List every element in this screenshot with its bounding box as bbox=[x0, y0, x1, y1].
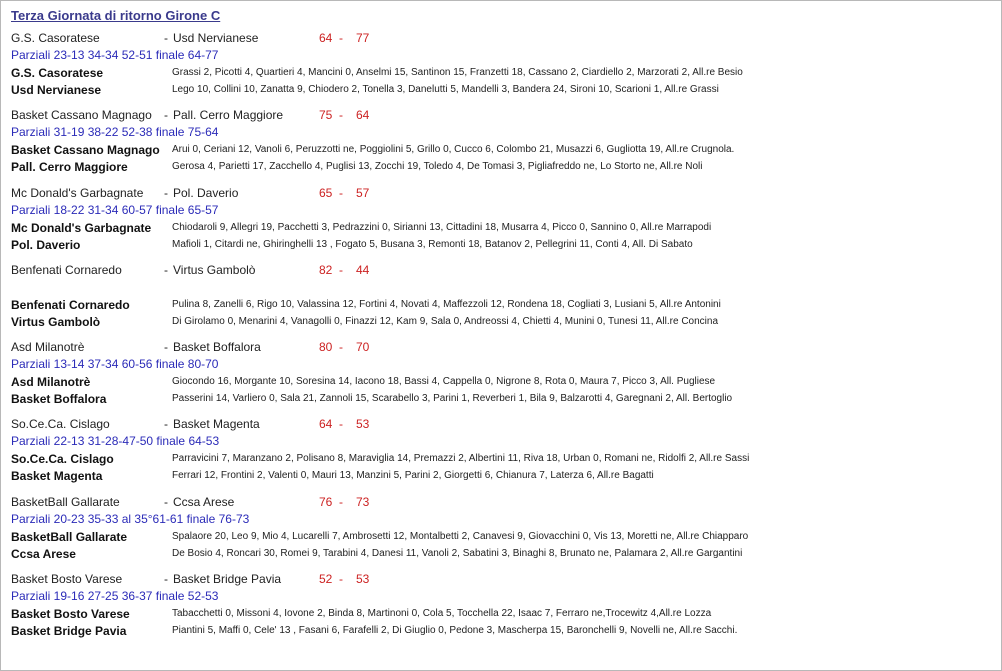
partial-scores: Parziali 23-13 34-34 52-51 finale 64-77 bbox=[11, 48, 219, 62]
team-name: Basket Boffalora bbox=[11, 392, 107, 406]
score-home: 65 bbox=[319, 186, 333, 200]
team-name: Mc Donald's Garbagnate bbox=[11, 221, 152, 235]
match-away-team: Basket Boffalora bbox=[173, 340, 261, 354]
game-block bbox=[1, 263, 1001, 339]
score-away: 77 bbox=[356, 31, 370, 45]
match-separator: - bbox=[164, 417, 168, 431]
score-home: 80 bbox=[319, 340, 333, 354]
game-block bbox=[1, 31, 1001, 107]
partial-scores: Parziali 22-13 31-28-47-50 finale 64-53 bbox=[11, 434, 220, 448]
player-list: Grassi 2, Picotti 4, Quartieri 4, Mancini 0, Anselmi 15, Santinon 15, Franzetti 18, Cassano 2, Ciardiello 2, Marzorati 2, All.re Besio bbox=[172, 67, 743, 78]
score-separator: - bbox=[339, 495, 343, 509]
score-separator: - bbox=[339, 263, 343, 277]
player-list: Arui 0, Ceriani 12, Vanoli 6, Peruzzotti ne, Poggiolini 5, Grillo 0, Cucco 6, Colombo 21, Musazzi 6, Gugliotta 19, All.re Crugnola. bbox=[172, 144, 735, 155]
score-separator: - bbox=[339, 417, 343, 431]
match-home-team: Basket Cassano Magnago bbox=[11, 108, 152, 122]
match-home-team: G.S. Casoratese bbox=[11, 31, 100, 45]
game-block bbox=[1, 572, 1001, 648]
score-home: 64 bbox=[319, 417, 333, 431]
team-name: Ccsa Arese bbox=[11, 547, 76, 561]
player-list: Parravicini 7, Maranzano 2, Polisano 8, Maraviglia 14, Premazzi 2, Albertini 11, Riva 18, Urban 0, Romani ne, Ridolfi 2, All.re Sassi bbox=[172, 453, 750, 464]
match-away-team: Pol. Daverio bbox=[173, 186, 239, 200]
player-list: Giocondo 16, Morgante 10, Soresina 14, Iacono 18, Bassi 4, Cappella 0, Nigrone 8, Rota 0, Maura 7, Picco 3, All. Pugliese bbox=[172, 376, 716, 387]
team-name: Virtus Gambolò bbox=[11, 315, 101, 329]
team-name: Asd Milanotrè bbox=[11, 375, 91, 389]
score-home: 76 bbox=[319, 495, 333, 509]
match-separator: - bbox=[164, 186, 168, 200]
score-away: 53 bbox=[356, 572, 370, 586]
match-home-team: Benfenati Cornaredo bbox=[11, 263, 122, 277]
partial-scores: Parziali 18-22 31-34 60-57 finale 65-57 bbox=[11, 203, 219, 217]
team-name: Basket Bridge Pavia bbox=[11, 624, 127, 638]
score-separator: - bbox=[339, 31, 343, 45]
team-name: Usd Nervianese bbox=[11, 83, 102, 97]
team-name: BasketBall Gallarate bbox=[11, 530, 128, 544]
score-away: 70 bbox=[356, 340, 370, 354]
match-away-team: Virtus Gambolò bbox=[173, 263, 256, 277]
player-list: Tabacchetti 0, Missoni 4, Iovone 2, Binda 8, Martinoni 0, Cola 5, Tocchella 22, Isaac 7, Ferraro ne,Trocewitz 4,All.re Lozza bbox=[172, 608, 712, 619]
player-list: Chiodaroli 9, Allegri 19, Pacchetti 3, Pedrazzini 0, Sirianni 13, Cittadini 18, Musarra 4, Picco 0, Sannino 0, All.re Marrapodi bbox=[172, 222, 712, 233]
player-list: Mafioli 1, Citardi ne, Ghiringhelli 13 , Fogato 5, Busana 3, Remonti 18, Batanov 2, Pellegrini 11, Conti 4, All. Di Sabato bbox=[172, 239, 693, 250]
player-list: Gerosa 4, Parietti 17, Zacchello 4, Puglisi 13, Zocchi 19, Toledo 4, De Tomasi 3, Pigliafreddo ne, Lo Storto ne, All.re Noli bbox=[172, 161, 703, 172]
score-separator: - bbox=[339, 572, 343, 586]
game-block bbox=[1, 495, 1001, 571]
match-separator: - bbox=[164, 572, 168, 586]
score-away: 64 bbox=[356, 108, 370, 122]
team-name: Basket Cassano Magnago bbox=[11, 143, 160, 157]
match-separator: - bbox=[164, 340, 168, 354]
match-away-team: Ccsa Arese bbox=[173, 495, 235, 509]
match-home-team: Asd Milanotrè bbox=[11, 340, 85, 354]
player-list: Lego 10, Collini 10, Zanatta 9, Chiodero 2, Tonella 3, Danelutti 5, Mandelli 3, Bandera 24, Sironi 10, Scarioni 1, All.re Grassi bbox=[172, 84, 719, 95]
game-block bbox=[1, 108, 1001, 184]
partial-scores: Parziali 20-23 35-33 al 35°61-61 finale 76-73 bbox=[11, 512, 250, 526]
match-home-team: BasketBall Gallarate bbox=[11, 495, 120, 509]
score-away: 44 bbox=[356, 263, 370, 277]
score-separator: - bbox=[339, 108, 343, 122]
match-home-team: Basket Bosto Varese bbox=[11, 572, 123, 586]
match-away-team: Usd Nervianese bbox=[173, 31, 259, 45]
team-name: Benfenati Cornaredo bbox=[11, 298, 130, 312]
score-away: 53 bbox=[356, 417, 370, 431]
team-name: Basket Magenta bbox=[11, 469, 103, 483]
score-away: 73 bbox=[356, 495, 370, 509]
score-home: 75 bbox=[319, 108, 333, 122]
player-list: De Bosio 4, Roncari 30, Romei 9, Tarabini 4, Danesi 11, Vanoli 2, Sabatini 3, Binaghi 8, Brunato ne, Palamara 2, All.re Gargantini bbox=[172, 548, 743, 559]
match-away-team: Basket Magenta bbox=[173, 417, 260, 431]
player-list: Pulina 8, Zanelli 6, Rigo 10, Valassina 12, Fortini 4, Novati 4, Maffezzoli 12, Rondena 18, Cogliati 3, Lusiani 5, All.re Antonini bbox=[172, 299, 721, 310]
team-name: So.Ce.Ca. Cislago bbox=[11, 452, 114, 466]
score-home: 82 bbox=[319, 263, 333, 277]
match-separator: - bbox=[164, 495, 168, 509]
score-separator: - bbox=[339, 340, 343, 354]
player-list: Piantini 5, Maffi 0, Cele' 13 , Fasani 6, Farafelli 2, Di Giuglio 0, Pedone 3, Mascherpa 15, Baronchelli 9, Novelli ne, All.re Sacchi. bbox=[172, 625, 738, 636]
match-home-team: So.Ce.Ca. Cislago bbox=[11, 417, 110, 431]
team-name: Basket Bosto Varese bbox=[11, 607, 130, 621]
partial-scores: Parziali 19-16 27-25 36-37 finale 52-53 bbox=[11, 589, 219, 603]
score-home: 52 bbox=[319, 572, 333, 586]
team-name: G.S. Casoratese bbox=[11, 66, 104, 80]
player-list: Di Girolamo 0, Menarini 4, Vanagolli 0, Finazzi 12, Kam 9, Sala 0, Andreossi 4, Chietti 4, Munini 0, Tunesi 11, All.re Concina bbox=[172, 316, 719, 327]
partial-scores: Parziali 31-19 38-22 52-38 finale 75-64 bbox=[11, 125, 219, 139]
match-separator: - bbox=[164, 263, 168, 277]
game-block bbox=[1, 186, 1001, 262]
player-list: Ferrari 12, Frontini 2, Valenti 0, Mauri 13, Manzini 5, Parini 2, Giorgetti 6, Chianura 7, Laterza 6, All.re Bagatti bbox=[172, 470, 654, 481]
score-separator: - bbox=[339, 186, 343, 200]
match-away-team: Basket Bridge Pavia bbox=[173, 572, 282, 586]
page-title[interactable]: Terza Giornata di ritorno Girone C bbox=[11, 8, 221, 23]
score-away: 57 bbox=[356, 186, 370, 200]
game-block bbox=[1, 417, 1001, 493]
team-name: Pall. Cerro Maggiore bbox=[11, 160, 128, 174]
score-home: 64 bbox=[319, 31, 333, 45]
match-away-team: Pall. Cerro Maggiore bbox=[173, 108, 284, 122]
match-home-team: Mc Donald's Garbagnate bbox=[11, 186, 144, 200]
player-list: Spalaore 20, Leo 9, Mio 4, Lucarelli 7, Ambrosetti 12, Montalbetti 2, Canavesi 9, Giovacchini 0, Vis 13, Moretti ne, All.re Chiapparo bbox=[172, 531, 749, 542]
partial-scores: Parziali 13-14 37-34 60-56 finale 80-70 bbox=[11, 357, 219, 371]
player-list: Passerini 14, Varliero 0, Sala 21, Zannoli 15, Scarabello 3, Parini 1, Reverberi 1, Bila 9, Balzarotti 4, Garegnani 2, All. Bertoglio bbox=[172, 393, 733, 404]
match-separator: - bbox=[164, 31, 168, 45]
match-separator: - bbox=[164, 108, 168, 122]
game-block bbox=[1, 340, 1001, 416]
team-name: Pol. Daverio bbox=[11, 238, 81, 252]
